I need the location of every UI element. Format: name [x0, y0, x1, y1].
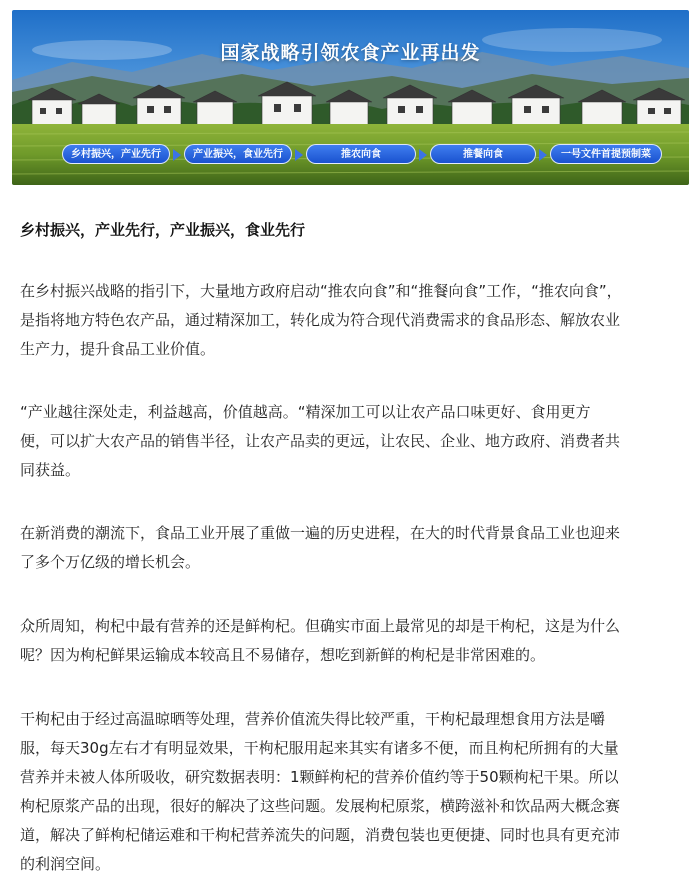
step-pill-3: 推农向食 — [306, 144, 416, 164]
arrow-right-icon — [295, 149, 303, 161]
paragraph-line: 在乡村振兴战略的指引下，大量地方政府启动“推农向食”和“推餐向食”工作，“推农向食”， — [20, 282, 622, 300]
paragraph-line: “产业越往深处走，利益越高，价值越高。“精深加工可以让农产品口味更好、食用更方 — [20, 403, 591, 421]
paragraph-line: 是指将地方特色农产品，通过精深加工，转化成为符合现代消费需求的食品形态、解放农业 — [20, 311, 621, 329]
paragraph-line: 众所周知，枸杞中最有营养的还是鲜枸杞。但确实市面上最常见的却是干枸杞，这是为什么 — [20, 617, 621, 635]
paragraph-line: 同获益。 — [20, 461, 81, 479]
paragraph-2 — [20, 398, 684, 485]
paragraph-1 — [20, 277, 684, 364]
arrow-right-icon — [173, 149, 181, 161]
banner-steps — [62, 144, 662, 166]
hero-banner — [12, 10, 689, 185]
paragraph-line: 呢？因为枸杞鲜果运输成本较高且不易储存，想吃到新鲜的枸杞是非常困难的。 — [20, 646, 546, 664]
paragraph-line: 道，解决了鲜枸杞储运难和干枸杞营养流失的问题，消费包装也更便捷、同时也具有更充沛 — [20, 826, 621, 844]
paragraph-line: 的利润空间。 — [20, 855, 111, 873]
step-pill-1: 乡村振兴，产业先行 — [62, 144, 170, 164]
paragraph-line: 在新消费的潮流下，食品工业开展了重做一遍的历史进程，在大的时代背景食品工业也迎来 — [20, 524, 621, 542]
article-heading: 乡村振兴，产业先行，产业振兴，食业先行 — [20, 221, 306, 239]
paragraph-line: 服，每天30g左右才有明显效果，干枸杞服用起来其实有诸多不便，而且枸杞所拥有的大量 — [20, 739, 619, 757]
paragraph-3 — [20, 519, 684, 577]
step-pill-4: 推餐向食 — [430, 144, 536, 164]
step-pill-2: 产业振兴，食业先行 — [184, 144, 292, 164]
paragraph-line: 干枸杞由于经过高温晾晒等处理，营养价值流失得比较严重，干枸杞最理想食用方法是嚼 — [20, 710, 606, 728]
paragraph-line: 便，可以扩大农产品的销售半径，让农产品卖的更远，让农民、企业、地方政府、消费者共 — [20, 432, 621, 450]
paragraph-4 — [20, 612, 684, 670]
step-pill-5: 一号文件首提预制菜 — [550, 144, 662, 164]
paragraph-line: 生产力，提升食品工业价值。 — [20, 340, 216, 358]
paragraph-line: 了多个万亿级的增长机会。 — [20, 553, 201, 571]
arrow-right-icon — [539, 149, 547, 161]
banner-title: 国家战略引领农食产业再出发 — [220, 42, 481, 64]
paragraph-line: 枸杞原浆产品的出现，很好的解决了这些问题。发展枸杞原浆，横跨滋补和饮品两大概念赛 — [20, 797, 621, 815]
paragraph-5 — [20, 705, 684, 879]
arrow-right-icon — [419, 149, 427, 161]
paragraph-line: 营养并未被人体所吸收，研究数据表明：1颗鲜枸杞的营养价值约等于50颗枸杞干果。所以 — [20, 768, 619, 786]
